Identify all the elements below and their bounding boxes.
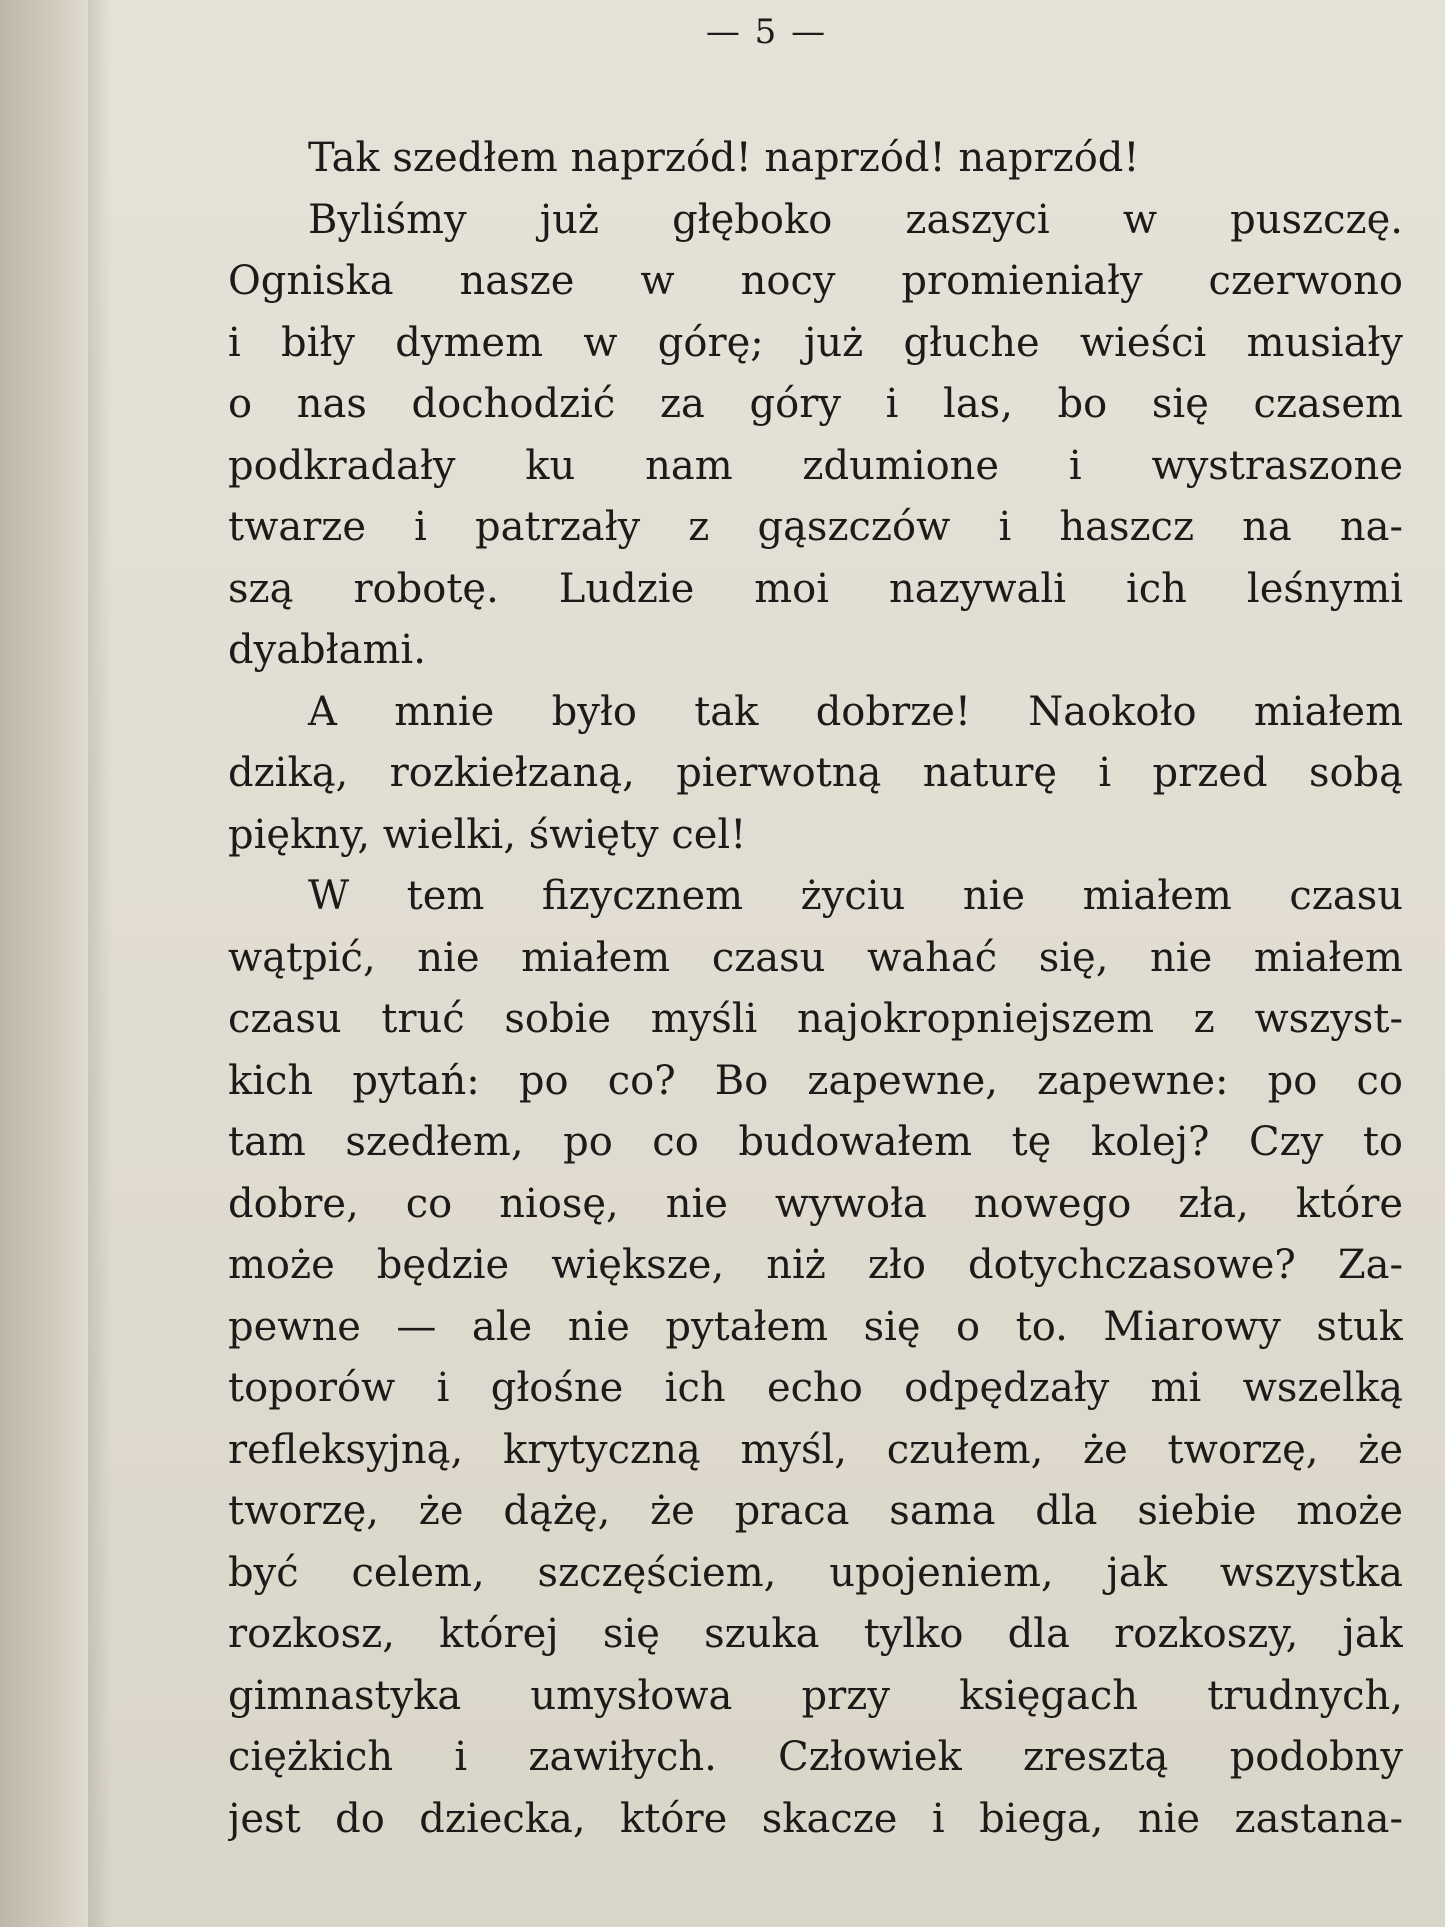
text-line: może będzie większe, niż zło dotychczasowe? Za- (228, 1242, 1403, 1288)
text-line: toporów i głośne ich echo odpędzały mi wszelką (228, 1365, 1403, 1411)
text-line: i biły dymem w górę; już głuche wieści musiały (228, 319, 1403, 366)
text-line: ciężkich i zawiłych. Człowiek zresztą podobny (228, 1734, 1403, 1780)
text-line: o nas dochodzić za góry i las, bo się czasem (228, 381, 1403, 427)
book-spine-shadow (0, 0, 88, 1927)
text-line: dobre, co niosę, nie wywoła nowego zła, które (228, 1180, 1403, 1227)
text-line: pewne — ale nie pytałem się o to. Miarowy stuk (228, 1303, 1403, 1350)
text-line: refleksyjną, krytyczną myśl, czułem, że tworzę, że (228, 1426, 1403, 1473)
book-page (88, 0, 1445, 1927)
text-line: podkradały ku nam zdumione i wystraszone (228, 442, 1403, 489)
page-body-text (228, 128, 1403, 1850)
text-line: Tak szedłem naprzód! naprzód! naprzód! (308, 135, 1140, 181)
text-line: Ogniska nasze w nocy promieniały czerwono (228, 258, 1403, 304)
text-line: rozkosz, której się szuka tylko dla rozkoszy, jak (228, 1611, 1403, 1657)
text-line: tam szedłem, po co budowałem tę kolej? Czy to (228, 1119, 1403, 1165)
text-line: tworzę, że dążę, że praca sama dla siebie może (228, 1488, 1403, 1534)
text-line: wątpić, nie miałem czasu wahać się, nie miałem (228, 934, 1403, 981)
text-line: szą robotę. Ludzie moi nazywali ich leśnymi (228, 565, 1403, 612)
text-line: piękny, wielki, święty cel! (228, 811, 747, 858)
text-line: W tem fizycznem życiu nie miałem czasu (308, 873, 1403, 919)
text-line: twarze i patrzały z gąszczów i haszcz na na- (228, 504, 1403, 550)
text-line: gimnastyka umysłowa przy księgach trudnych, (228, 1672, 1403, 1719)
page-number: — 5 — (705, 12, 828, 52)
text-line: czasu truć sobie myśli najokropniejszem z wszyst- (228, 996, 1403, 1042)
text-line: jest do dziecka, które skacze i biega, nie zastana- (228, 1795, 1403, 1842)
text-line: kich pytań: po co? Bo zapewne, zapewne: po co (228, 1057, 1403, 1104)
text-line: dyabłami. (228, 627, 426, 673)
text-line: Byliśmy już głęboko zaszyci w puszczę. (308, 196, 1403, 243)
text-line: być celem, szczęściem, upojeniem, jak wszystka (228, 1549, 1403, 1596)
page-number-header (88, 12, 1445, 52)
text-line: A mnie było tak dobrze! Naokoło miałem (308, 688, 1403, 735)
text-line: dziką, rozkiełzaną, pierwotną naturę i przed sobą (228, 750, 1403, 796)
